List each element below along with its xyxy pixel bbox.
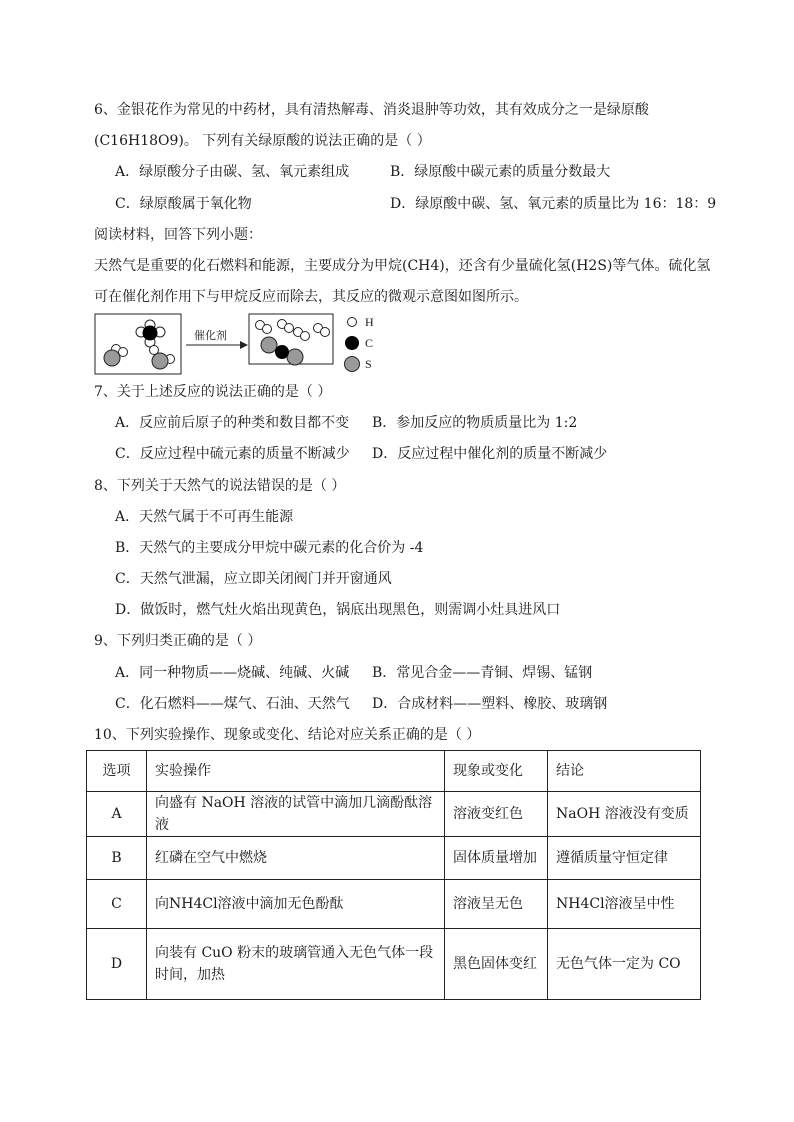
cell-option: B [87, 837, 147, 880]
q8-option-c: C．天然气泄漏，应立即关闭阀门并开窗通风 [115, 571, 392, 587]
q7-option-b: B．参加反应的物质质量比为 1:2 [372, 415, 578, 431]
q6-option-b: B．绿原酸中碳元素的质量分数最大 [390, 164, 611, 180]
svg-text:S: S [365, 357, 372, 371]
cell-operation: 向盛有 NaOH 溶液的试管中滴加几滴酚酞溶液 [147, 792, 445, 837]
cell-phenomenon: 溶液变红色 [445, 792, 548, 837]
cell-phenomenon: 黑色固体变红 [445, 929, 548, 1000]
legend-hydrogen [348, 315, 375, 329]
header-conclusion: 结论 [548, 751, 701, 792]
q9-option-c: C．化石燃料——煤气、石油、天然气 [115, 696, 350, 712]
table-row [87, 792, 701, 837]
cell-conclusion: NH4Cl溶液呈中性 [548, 880, 701, 929]
cell-option: A [87, 792, 147, 837]
header-phenomenon: 现象或变化 [445, 751, 548, 792]
q8-stem: 8、下列关于天然气的说法错误的是（ ） [94, 478, 346, 494]
table-row [87, 929, 701, 1000]
q6-option-a: A．绿原酸分子由碳、氢、氧元素组成 [115, 164, 350, 180]
q9-stem: 9、下列归类正确的是（ ） [94, 633, 262, 649]
q8-option-d: D．做饭时，燃气灶火焰出现黄色，锅底出现黑色，则需调小灶具进风口 [115, 602, 561, 618]
cell-option: D [87, 929, 147, 1000]
svg-text:H: H [365, 315, 374, 329]
table-row [87, 837, 701, 880]
legend-sulfur [345, 357, 372, 372]
q10-stem: 10、下列实验操作、现象或变化、结论对应关系正确的是（ ） [94, 727, 481, 743]
q6-option-d: D．绿原酸中碳、氢、氧元素的质量比为 16：18：9 [390, 196, 717, 212]
q6-option-c: C．绿原酸属于氧化物 [115, 196, 252, 212]
header-operation: 实验操作 [147, 751, 445, 792]
q9-option-d: D．合成材料——塑料、橡胶、玻璃钢 [372, 696, 608, 712]
reading-para-line1: 天然气是重要的化石燃料和能源，主要成分为甲烷(CH4)，还含有少量硫化氢(H2S)等气体。硫化氢 [94, 258, 711, 274]
cell-operation: 红磷在空气中燃烧 [147, 837, 445, 880]
q8-option-a: A．天然气属于不可再生能源 [115, 509, 294, 525]
header-option: 选项 [87, 751, 147, 792]
legend-carbon [346, 336, 374, 350]
arrow-head [240, 341, 248, 349]
cell-phenomenon: 固体质量增加 [445, 837, 548, 880]
cell-option: C [87, 880, 147, 929]
q7-option-c: C．反应过程中硫元素的质量不断减少 [115, 446, 350, 462]
reading-intro: 阅读材料，回答下列小题： [94, 227, 262, 243]
cell-operation: 向装有 CuO 粉末的玻璃管通入无色气体一段时间，加热 [147, 929, 445, 1000]
q7-stem: 7、关于上述反应的说法正确的是（ ） [94, 384, 332, 400]
table-row [87, 880, 701, 929]
q7-option-d: D．反应过程中催化剂的质量不断减少 [372, 446, 608, 462]
reading-para-line2: 可在催化剂作用下与甲烷反应而除去，其反应的微观示意图如图所示。 [94, 289, 528, 305]
reaction-diagram [94, 313, 394, 377]
svg-text:C: C [365, 336, 374, 350]
cell-conclusion: 无色气体一定为 CO [548, 929, 701, 1000]
q6-stem-line2: (C16H18O9)。 下列有关绿原酸的说法正确的是（ ） [94, 133, 431, 149]
q9-option-b: B．常见合金——青铜、焊锡、锰钢 [372, 665, 593, 681]
experiment-table [86, 750, 701, 1000]
catalyst-label: 催化剂 [194, 330, 227, 342]
q9-option-a: A．同一种物质——烧碱、纯碱、火碱 [115, 665, 350, 681]
cell-conclusion: 遵循质量守恒定律 [548, 837, 701, 880]
cell-phenomenon: 溶液呈无色 [445, 880, 548, 929]
table-header-row [87, 751, 701, 792]
cell-conclusion: NaOH 溶液没有变质 [548, 792, 701, 837]
cell-operation: 向NH4Cl溶液中滴加无色酚酞 [147, 880, 445, 929]
q8-option-b: B．天然气的主要成分甲烷中碳元素的化合价为 -4 [115, 540, 424, 556]
q7-option-a: A．反应前后原子的种类和数目都不变 [115, 415, 350, 431]
q6-stem-line1: 6、金银花作为常见的中药材，具有清热解毒、消炎退肿等功效，其有效成分之一是绿原酸 [94, 102, 649, 118]
